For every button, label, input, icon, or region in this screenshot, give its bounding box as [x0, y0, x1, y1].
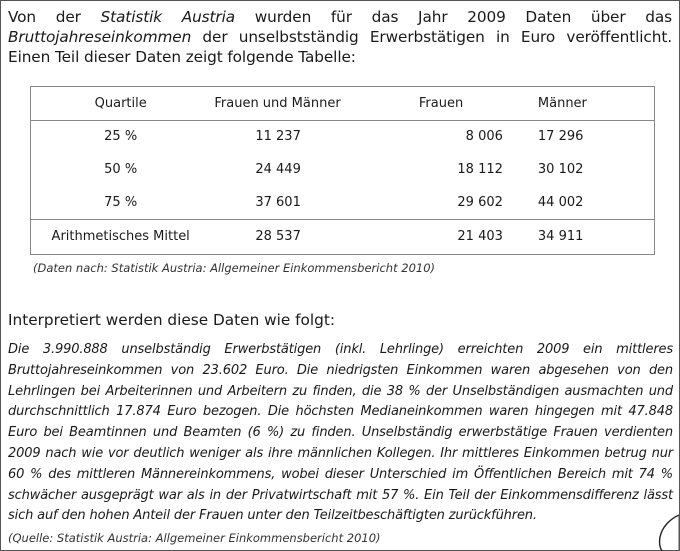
intro-term: Bruttojahreseinkommen — [8, 28, 192, 46]
intro-source-name: Statistik Austria — [100, 8, 236, 26]
table-row — [31, 120, 654, 153]
cell-label: 25 % — [104, 129, 138, 145]
intro-text-2: wurden für das Jahr 2009 Daten über das — [235, 8, 672, 26]
cell-label: Arithmetisches Mittel — [31, 219, 210, 254]
header-quartile: Quartile — [31, 87, 210, 120]
interpretation-heading: Interpretiert werden diese Daten wie folgt: — [8, 311, 336, 329]
cell-women: 21 403 — [417, 219, 503, 254]
table-row — [31, 153, 654, 186]
header-all: Frauen und Männer — [210, 87, 417, 120]
cell-men: 44 002 — [537, 194, 584, 210]
intro-text-3: der unselbstständig Erwerbstätigen in Euro veröffentlicht. Einen Teil dieser Daten zeigt folgende Tabelle: — [8, 28, 672, 66]
page-curl-icon — [652, 513, 680, 551]
table-source-note: (Daten nach: Statistik Austria: Allgemeiner Einkommensbericht 2010) — [33, 261, 436, 275]
header-women: Frauen — [417, 87, 503, 120]
header-men: Männer — [503, 87, 654, 120]
cell-men: 34 911 — [503, 219, 654, 254]
cell-all: 37 601 — [255, 194, 301, 210]
income-table — [31, 87, 654, 254]
cell-label: 50 % — [104, 162, 138, 177]
cell-all: 11 237 — [255, 129, 301, 145]
intro-paragraph — [8, 7, 672, 67]
cell-women: 29 602 — [457, 194, 503, 210]
table-row — [31, 186, 654, 219]
table-row-mean — [31, 219, 654, 254]
interpretation-text: Die 3.990.888 unselbständig Erwerbstätigen (inkl. Lehrlinge) erreichten 2009 ein mittleres Bruttojahreseinkommen von 23.602 Euro. Die niedrigsten Einkommen waren abgesehen von den Lehrlingen bei Arbeiterinnen und Arbeitern zu finden, die 38 % der Unselbständigen ausmachten und durchschnittlich 17.874 Euro bezogen. Die höchsten Medianeinkommen waren hingegen mit 47.848 Euro bei Beamtinnen und Beamten (6 %) zu finden. Unselbständig erwerbstätige Frauen verdienten 2009 nach wie vor deutlich weniger als ihre männlichen Kollegen. Ihr mittleres Einkommen betrug nur 60 % des mittleren Männereinkommens, wobei dieser Unterschied im Öffentlichen Bereich mit 74 % schwächer ausgeprägt war als in der Privatwirtschaft mit 57 %. Ein Teil der Einkommensdifferenz lässt sich auf den hohen Anteil der Frauen unter den Teilzeitbeschäftigten zurückführen. — [8, 342, 673, 524]
intro-text-1: Von der — [8, 8, 101, 26]
table-header-row — [31, 87, 654, 120]
cell-all: 28 537 — [210, 219, 417, 254]
cell-all: 24 449 — [255, 162, 301, 177]
cell-label: 75 % — [104, 194, 138, 210]
cell-women: 8 006 — [465, 129, 503, 145]
cell-women: 18 112 — [457, 162, 503, 177]
cell-men: 17 296 — [537, 129, 584, 145]
body-source-note: (Quelle: Statistik Austria: Allgemeiner Einkommensbericht 2010) — [8, 531, 381, 545]
cell-men: 30 102 — [537, 162, 584, 177]
